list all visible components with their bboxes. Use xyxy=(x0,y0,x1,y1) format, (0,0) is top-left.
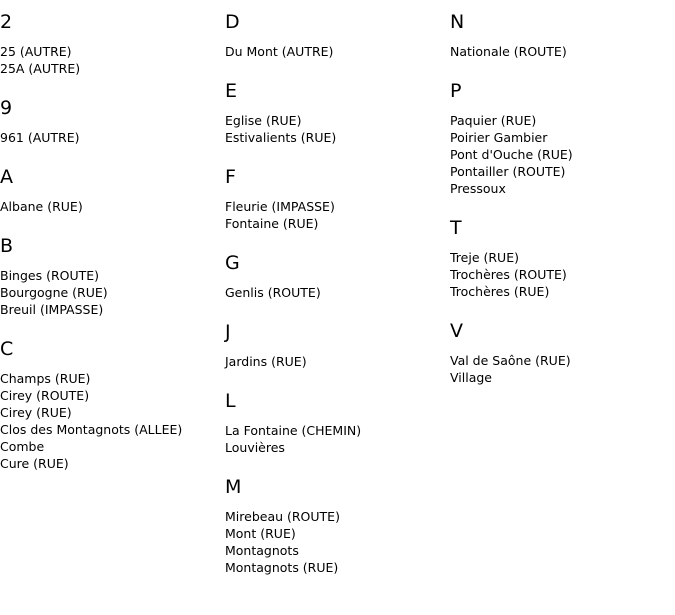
letter-heading: J xyxy=(225,321,231,343)
letter-heading: C xyxy=(0,338,14,360)
street-list xyxy=(0,267,225,318)
letter-heading: N xyxy=(450,11,465,33)
street-link[interactable]: 25 (AUTRE) xyxy=(0,44,72,59)
street-link[interactable]: Bourgogne (RUE) xyxy=(0,285,108,300)
street-list xyxy=(0,43,225,77)
letter-heading: D xyxy=(225,11,240,33)
street-link[interactable]: Val de Saône (RUE) xyxy=(450,353,571,368)
street-link[interactable]: Nationale (ROUTE) xyxy=(450,44,567,59)
street-link[interactable]: Du Mont (AUTRE) xyxy=(225,44,334,59)
letter-group xyxy=(0,165,225,215)
street-link[interactable]: Cirey (ROUTE) xyxy=(0,388,90,403)
street-link[interactable]: Louvières xyxy=(225,440,285,455)
street-link[interactable]: Breuil (IMPASSE) xyxy=(0,302,104,317)
letter-group xyxy=(0,337,225,472)
letter-group xyxy=(450,216,675,300)
letter-heading: A xyxy=(0,166,13,188)
street-link[interactable]: Champs (RUE) xyxy=(0,371,91,386)
street-link[interactable]: Binges (ROUTE) xyxy=(0,268,100,283)
street-link[interactable]: Mont (RUE) xyxy=(225,526,296,541)
street-link[interactable]: Combe xyxy=(0,439,45,454)
street-list xyxy=(225,422,450,456)
letter-heading: T xyxy=(450,217,462,239)
letter-heading: P xyxy=(450,80,462,102)
street-link[interactable]: Paquier (RUE) xyxy=(450,113,537,128)
street-link[interactable]: 961 (AUTRE) xyxy=(0,130,80,145)
street-link[interactable]: Pontailler (ROUTE) xyxy=(450,164,566,179)
street-link[interactable]: Trochères (RUE) xyxy=(450,284,550,299)
street-list xyxy=(225,198,450,232)
street-list xyxy=(225,112,450,146)
letter-group xyxy=(450,79,675,197)
letter-group xyxy=(0,96,225,146)
street-link[interactable]: Poirier Gambier xyxy=(450,130,548,145)
letter-heading: F xyxy=(225,166,236,188)
street-link[interactable]: 25A (AUTRE) xyxy=(0,61,81,76)
street-link[interactable]: Genlis (ROUTE) xyxy=(225,285,321,300)
street-link[interactable]: Pressoux xyxy=(450,181,506,196)
street-list xyxy=(0,198,225,215)
street-link[interactable]: Montagnots (RUE) xyxy=(225,560,339,575)
letter-group xyxy=(0,234,225,318)
letter-group xyxy=(450,10,675,60)
letter-group xyxy=(225,10,450,60)
street-list xyxy=(0,129,225,146)
street-link[interactable]: Clos des Montagnots (ALLEE) xyxy=(0,422,183,437)
letter-heading: 9 xyxy=(0,97,13,119)
street-list xyxy=(450,43,675,60)
street-link[interactable]: La Fontaine (CHEMIN) xyxy=(225,423,362,438)
street-link[interactable]: Estivalients (RUE) xyxy=(225,130,337,145)
street-link[interactable]: Mirebeau (ROUTE) xyxy=(225,509,340,524)
street-link[interactable]: Montagnots xyxy=(225,543,299,558)
letter-group xyxy=(225,320,450,370)
street-column-1 xyxy=(0,0,225,472)
letter-heading: L xyxy=(225,390,236,412)
street-column-3 xyxy=(450,0,675,386)
letter-group xyxy=(225,165,450,232)
street-link[interactable]: Fleurie (IMPASSE) xyxy=(225,199,335,214)
street-link[interactable]: Eglise (RUE) xyxy=(225,113,302,128)
letter-group xyxy=(225,251,450,301)
street-list xyxy=(450,249,675,300)
letter-group xyxy=(225,389,450,456)
street-list xyxy=(225,508,450,576)
street-list xyxy=(225,284,450,301)
letter-group xyxy=(225,79,450,146)
street-list xyxy=(225,353,450,370)
street-link[interactable]: Pont d'Ouche (RUE) xyxy=(450,147,573,162)
letter-group xyxy=(225,475,450,576)
street-link[interactable]: Treje (RUE) xyxy=(450,250,519,265)
letter-heading: G xyxy=(225,252,240,274)
letter-heading: M xyxy=(225,476,242,498)
letter-heading: E xyxy=(225,80,238,102)
letter-heading: V xyxy=(450,320,463,342)
street-link[interactable]: Cirey (RUE) xyxy=(0,405,72,420)
street-list xyxy=(225,43,450,60)
street-column-2 xyxy=(225,0,450,576)
street-link[interactable]: Fontaine (RUE) xyxy=(225,216,319,231)
street-list xyxy=(450,352,675,386)
street-list xyxy=(450,112,675,197)
street-link[interactable]: Jardins (RUE) xyxy=(225,354,307,369)
street-link[interactable]: Cure (RUE) xyxy=(0,456,69,471)
letter-heading: B xyxy=(0,235,14,257)
letter-group xyxy=(450,319,675,386)
street-link[interactable]: Village xyxy=(450,370,492,385)
street-link[interactable]: Trochères (ROUTE) xyxy=(450,267,567,282)
letter-heading: 2 xyxy=(0,11,13,33)
letter-group xyxy=(0,10,225,77)
street-list xyxy=(0,370,225,472)
street-link[interactable]: Albane (RUE) xyxy=(0,199,83,214)
